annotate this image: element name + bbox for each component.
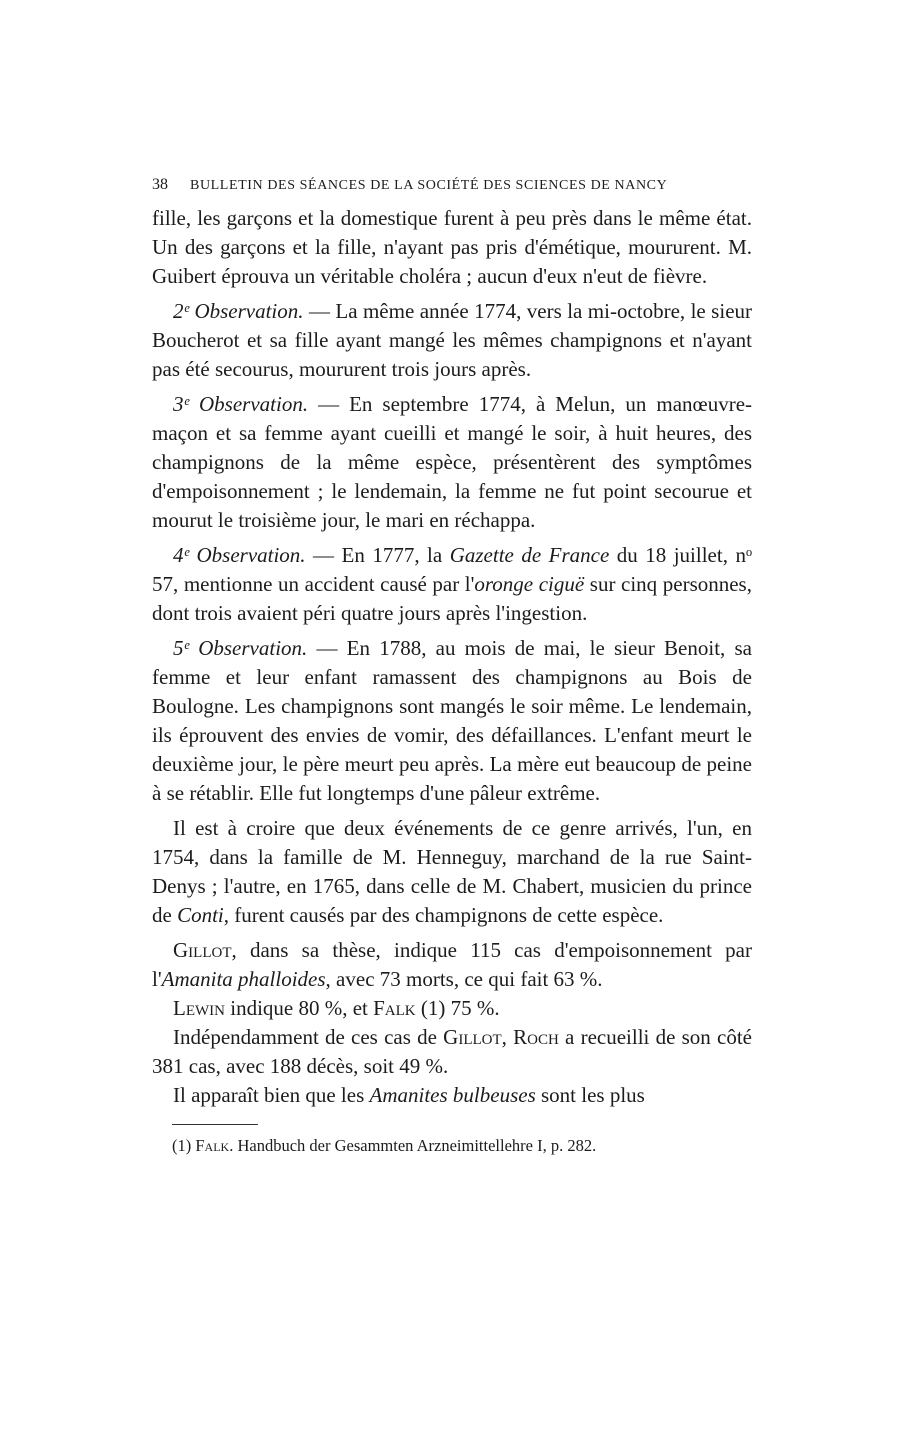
paragraph-text: Indépendamment de ces cas de: [173, 1025, 444, 1049]
paragraph-text: , avec 73 morts, ce qui fait 63 %.: [325, 967, 603, 991]
footnote-text: . Handbuch der Gesammten Arzneimittellehre I, p. 282.: [229, 1136, 597, 1155]
paragraph-text: , furent causés par des champignons de cette espèce.: [223, 903, 664, 927]
footnote-author: Falk: [195, 1136, 230, 1155]
species-name: oronge ciguë: [474, 572, 585, 596]
footnote: [152, 1135, 752, 1157]
observation-3: [152, 390, 752, 535]
observation-label: 5ᵉ Observation.: [173, 636, 308, 660]
author-name: Falk: [373, 996, 416, 1020]
paragraph-6: [152, 814, 752, 930]
proper-name: Conti: [177, 903, 224, 927]
species-name: Amanita phalloides: [161, 967, 326, 991]
observation-text: du 18 juillet, nᵒ 57, mentionne un accident causé par l': [152, 543, 752, 596]
observation-label: 4ᵉ Observation.: [173, 543, 306, 567]
observation-5: [152, 634, 752, 808]
observation-label: 3ᵉ Observation.: [173, 392, 309, 416]
paragraph-text: , dans sa thèse, indique 115 cas d'empoisonnement par l': [152, 938, 752, 991]
body-text: [152, 204, 752, 1110]
observation-text: — En septembre 1774, à Melun, un manœuvre-maçon et sa femme ayant cueilli et mangé le soir, à huit heures, des champignons de la même espèce, présentèrent des symptômes d'empoisonnement ; le lendemain, la femme ne fut point secourue et mourut le troisième jour, le mari en réchappa.: [152, 392, 753, 532]
journal-title: Gazette de France: [449, 543, 610, 567]
paragraph-9: [152, 1023, 752, 1081]
paragraph-text: sont les plus: [535, 1083, 645, 1107]
page: [152, 176, 752, 1157]
author-name: Gillot: [173, 938, 232, 962]
observation-label: 2ᵉ Observation.: [173, 299, 304, 323]
author-name: Gillot: [443, 1025, 502, 1049]
paragraph-text: indique 80 %, et: [224, 996, 374, 1020]
paragraph-text: (1) 75 %.: [415, 996, 500, 1020]
paragraph-text: Il est à croire que deux événements de ce genre arrivés, l'un, en 1754, dans la famille de M. Henneguy, marchand de la rue Saint-Denys ; l'autre, en 1765, dans celle de M. Chabert, musicien du prince de: [152, 816, 752, 927]
observation-text: sur cinq personnes, dont trois avaient péri quatre jours après l'ingestion.: [152, 572, 752, 625]
paragraph-10: [152, 1081, 752, 1110]
author-name: Lewin: [173, 996, 225, 1020]
running-header: [152, 176, 752, 194]
observation-text: — En 1788, au mois de mai, le sieur Benoit, sa femme et leur enfant ramassent des champignons au Bois de Boulogne. Les champignons sont mangés le soir même. Le lendemain, ils éprouvent des envies de vomir, des défaillances. L'enfant meurt le deuxième jour, le père meurt peu après. La mère eut beaucoup de peine à se rétablir. Elle fut longtemps d'une pâleur extrême.: [152, 636, 752, 805]
page-number: 38: [152, 176, 168, 193]
footnote-divider: [172, 1124, 258, 1125]
author-name: Roch: [513, 1025, 559, 1049]
paragraph-text: ,: [501, 1025, 514, 1049]
observation-text: — La même année 1774, vers la mi-octobre, le sieur Boucherot et sa fille ayant mangé les mêmes champignons et n'ayant pas été secourus, moururent trois jours après.: [152, 299, 753, 381]
running-title: BULLETIN DES SÉANCES DE LA SOCIÉTÉ DES SCIENCES DE NANCY: [190, 178, 668, 193]
species-name: Amanites bulbeuses: [369, 1083, 536, 1107]
observation-text: — En 1777, la: [305, 543, 450, 567]
observation-4: [152, 541, 752, 628]
paragraph-text: Il apparaît bien que les: [173, 1083, 370, 1107]
observation-2: [152, 297, 752, 384]
paragraph-8: [152, 994, 752, 1023]
paragraph-text: a recueilli de son côté 381 cas, avec 188 décès, soit 49 %.: [152, 1025, 752, 1078]
paragraph-7: [152, 936, 752, 994]
footnote-marker: (1): [172, 1136, 196, 1155]
paragraph-1: fille, les garçons et la domestique furent à peu près dans le même état. Un des garçons et la fille, n'ayant pas pris d'émétique, moururent. M. Guibert éprouva un véritable choléra ; aucun d'eux n'eut de fièvre.: [152, 206, 752, 288]
